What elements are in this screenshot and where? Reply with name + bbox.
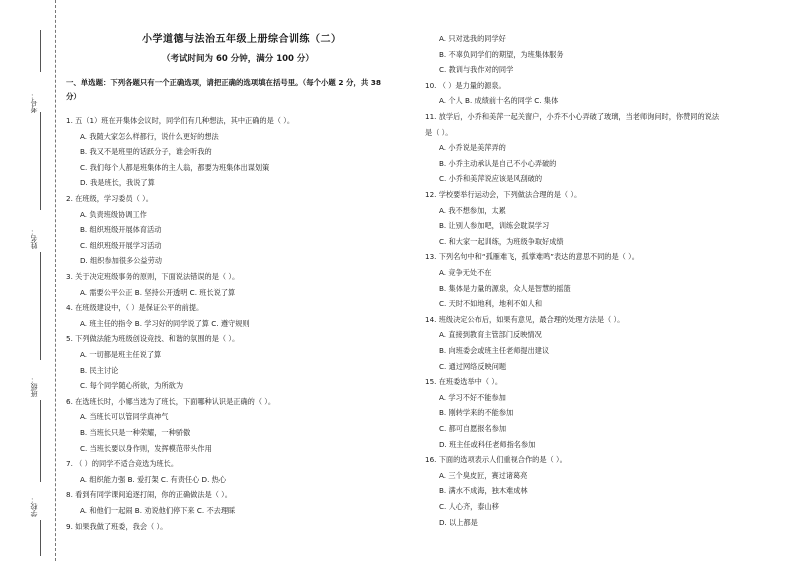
answer-option: C. 教训与我作对的同学: [439, 65, 514, 75]
answer-option: B. 当班长只是一种荣耀，一种骄傲: [80, 428, 191, 437]
answer-option: D. 我是班长，我说了算: [80, 178, 155, 188]
answer-option: C. 组织班级开展学习活动: [80, 240, 162, 250]
binding-write-line: [40, 252, 41, 360]
question-stem: 1. 五（1）班在开集体会议时，同学们有几种想法，其中正确的是（ ）。: [66, 116, 295, 125]
answer-option: A. 和他们一起闹 B. 劝说他们停下来 C. 不去理睬: [80, 506, 236, 515]
answer-option: A. 学习不好不能参加: [439, 392, 506, 402]
answer-option: A. 个人 B. 成绩前十名的同学 C. 集体: [439, 96, 559, 106]
answer-option: A. 一切都是班主任说了算: [80, 350, 162, 359]
answer-option: B. 让别人参加吧，训练会耽误学习: [439, 221, 550, 231]
question-stem: 3. 关于决定班级事务的原则，下面说法错误的是（ ）。: [66, 272, 240, 281]
answer-option: A. 组织能力强 B. 爱打架 C. 有责任心 D. 热心: [80, 474, 227, 484]
binding-write-line: [40, 30, 41, 72]
binding-write-line: [40, 112, 41, 210]
question-stem: 14. 班级决定公布后，如果有意见，最合理的处理方法是（ ）。: [425, 314, 625, 324]
question-stem: 10. （ ）是力量的源泉。: [425, 80, 506, 90]
answer-option: A. 竞争无处不在: [439, 268, 492, 277]
answer-option: B. 组织班级开展体育活动: [80, 225, 162, 235]
question-stem: 13. 下列名句中和“孤雁难飞，孤掌难鸣”表达的意思不同的是（ ）。: [425, 252, 639, 262]
answer-option: D. 以上都是: [439, 517, 478, 527]
answer-option: B. 小乔主动承认是自己不小心弄破的: [439, 158, 557, 168]
question-stem: 9. 如果我做了班委，我会（ ）。: [66, 521, 168, 531]
exam-subtitle: （考试时间为 60 分钟，满分 100 分）: [162, 54, 314, 64]
binding-label: 学校：: [30, 496, 38, 517]
answer-option: D. 组织参加很多公益劳动: [80, 256, 162, 266]
question-stem: 4. 在班级建设中，（ ）是保证公平的前提。: [66, 303, 204, 313]
question-stem: 11. 放学后，小乔和美萍一起关窗户，小乔不小心弄破了玻璃，当老师询问时，你赞同的说法: [425, 112, 720, 121]
answer-option: B. 我又不是班里的话跃分子，谁会听我的: [80, 147, 212, 157]
answer-option: D. 班主任或科任老师指名参加: [439, 439, 536, 449]
answer-option: C. 每个同学随心所欲，为所欲为: [80, 381, 184, 391]
answer-option: A. 小乔说是美萍弄的: [439, 143, 506, 153]
answer-option: C. 通过网络反映问题: [439, 361, 507, 371]
question-stem: 是（ ）。: [425, 127, 453, 137]
answer-option: B. 满水不成海，独木难成林: [439, 486, 528, 496]
binding-label: 姓名：: [30, 228, 38, 249]
question-stem: 8. 看到有同学课间追逐打闹，你的正确做法是（ ）。: [66, 490, 232, 500]
answer-option: B. 刚转学来的不能参加: [439, 408, 514, 418]
answer-option: C. 我们每个人都是班集体的主人翁，都要为班集体出谋划策: [80, 162, 270, 172]
question-stem: 5. 下列做法能为班级创设竞技、和谐的氛围的是（ ）。: [66, 334, 240, 344]
answer-option: A. 负责班级协调工作: [80, 209, 147, 219]
binding-margin: [0, 0, 58, 561]
answer-option: A. 我不想参加，太累: [439, 205, 506, 215]
exam-title: 小学道德与法治五年级上册综合训练（二）: [142, 34, 342, 45]
binding-write-line: [40, 520, 41, 556]
answer-option: B. 民主讨论: [80, 365, 119, 375]
answer-option: A. 只对选我的同学好: [439, 34, 506, 43]
binding-write-line: [40, 400, 41, 482]
section-heading: 一、单选题：下列各题只有一个正确选项，请把正确的选项填在括号里。（每个小题 2 分，共 38 分）: [66, 78, 382, 101]
answer-option: C. 小乔和美萍说应该是风刮破的: [439, 174, 543, 184]
question-stem: 12. 学校要举行运动会，下列做法合理的是（ ）。: [425, 190, 582, 199]
answer-option: B. 不辜负同学们的期望，为班集体服务: [439, 49, 564, 59]
answer-option: B. 集体是力量的源泉，众人是智慧的摇篮: [439, 283, 571, 293]
fold-line: [55, 0, 56, 561]
answer-option: C. 当班长要以身作则，发挥模范带头作用: [80, 443, 212, 453]
binding-label: 班级：: [30, 376, 38, 397]
answer-option: B. 向班委会或班主任老师提出建议: [439, 346, 550, 355]
binding-label: 考号：: [30, 92, 38, 113]
answer-option: A. 当班长可以管同学真神气: [80, 412, 169, 422]
answer-option: C. 天时不如地利，地利不如人和: [439, 299, 543, 309]
question-stem: 7. （ ）的同学不适合竞选为班长。: [66, 459, 179, 469]
answer-option: A. 直接到教育主管部门反映情况: [439, 330, 542, 340]
answer-option: C. 都可自愿报名参加: [439, 424, 507, 433]
answer-option: A. 需要公平公正 B. 坚持公开透明 C. 班长说了算: [80, 287, 236, 297]
answer-option: C. 和大家一起训练，为班级争取好成绩: [439, 236, 564, 246]
answer-option: A. 我随大家怎么样都行，说什么更好的想法: [80, 131, 219, 141]
answer-option: A. 三个臭皮匠，赛过诸葛亮: [439, 470, 528, 480]
question-stem: 16. 下面的选项表示人们重视合作的是（ ）。: [425, 455, 567, 465]
question-stem: 2. 在班级，学习委员（ ）。: [66, 194, 153, 203]
question-stem: 15. 在班委选举中（ ）。: [425, 377, 503, 387]
answer-option: A. 班主任的指令 B. 学习好的同学说了算 C. 遵守规则: [80, 318, 250, 328]
question-stem: 6. 在选班长时，小娜当选为了班长，下面哪种认识是正确的（ ）。: [66, 396, 276, 406]
answer-option: C. 人心齐，泰山移: [439, 502, 499, 511]
